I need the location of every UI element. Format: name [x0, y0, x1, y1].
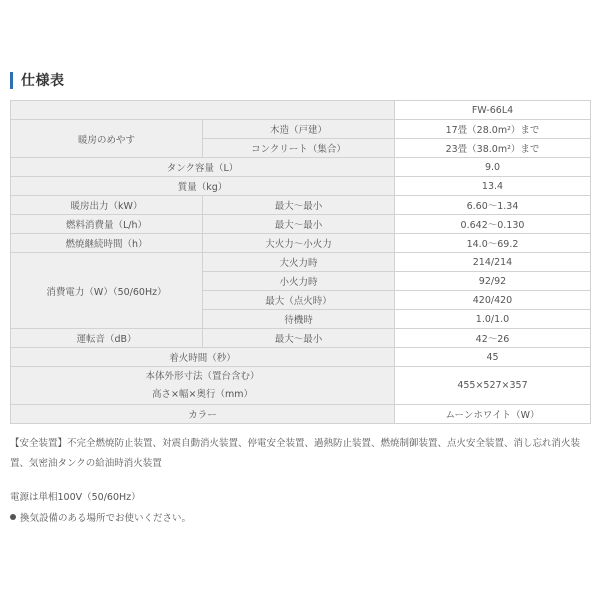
heading-accent-bar: [10, 72, 13, 89]
ignition-label: 着火時間（秒）: [11, 348, 395, 367]
table-row-fuel: [11, 215, 591, 234]
bullet-dot-icon: [10, 514, 16, 520]
power-source-note: 電源は単相100V（50/60Hz）: [10, 492, 141, 503]
power-standby-value: 1.0/1.0: [395, 310, 591, 329]
noise-label: 運転音（dB）: [11, 329, 203, 348]
page-title: 仕様表: [21, 73, 65, 89]
table-row-color: [11, 405, 591, 424]
color-value: ムーンホワイト（W）: [395, 405, 591, 424]
dimensions-label-line2: 高さ×幅×奥行（mm）: [152, 388, 253, 400]
tank-label: タンク容量（L）: [11, 158, 395, 177]
heating-output-sub: 最大〜最小: [203, 196, 395, 215]
burn-time-sub: 大火力〜小火力: [203, 234, 395, 253]
dimensions-value: 455×527×357: [395, 367, 591, 405]
ventilation-note-text: 換気設備のある場所でお使いください。: [20, 513, 192, 524]
power-low-value: 92/92: [395, 272, 591, 291]
color-label: カラー: [11, 405, 395, 424]
table-row-ignition: [11, 348, 591, 367]
model-name: FW-66L4: [395, 101, 591, 120]
burn-time-label: 燃焼継続時間（h）: [11, 234, 203, 253]
power-max-value: 420/420: [395, 291, 591, 310]
section-heading: [10, 70, 65, 90]
table-row-burn-time: [11, 234, 591, 253]
heating-output-value: 6.60〜1.34: [395, 196, 591, 215]
noise-value: 42〜26: [395, 329, 591, 348]
burn-time-value: 14.0〜69.2: [395, 234, 591, 253]
power-high-label: 大火力時: [203, 253, 395, 272]
dimensions-label: [11, 367, 395, 405]
fuel-sub: 最大〜最小: [203, 215, 395, 234]
table-row-heating-output: [11, 196, 591, 215]
table-row-dimensions: [11, 367, 591, 405]
weight-label: 質量（kg）: [11, 177, 395, 196]
notes-section: [10, 434, 594, 474]
table-row-weight: [11, 177, 591, 196]
warming-concrete-label: コンクリート（集合）: [203, 139, 395, 158]
fuel-value: 0.642〜0.130: [395, 215, 591, 234]
table-corner-cell: [11, 101, 395, 120]
ignition-value: 45: [395, 348, 591, 367]
heating-output-label: 暖房出力（kW）: [11, 196, 203, 215]
fuel-label: 燃料消費量（L/h）: [11, 215, 203, 234]
power-consumption-label: 消費電力（W）（50/60Hz）: [11, 253, 203, 329]
power-low-label: 小火力時: [203, 272, 395, 291]
table-row-power-high: [11, 253, 591, 272]
dimensions-label-line1: 本体外形寸法（置台含む）: [145, 370, 260, 382]
warming-label: 暖房のめやす: [11, 120, 203, 158]
table-row-noise: [11, 329, 591, 348]
power-max-label: 最大（点火時）: [203, 291, 395, 310]
tank-value: 9.0: [395, 158, 591, 177]
warming-wood-label: 木造（戸建）: [203, 120, 395, 139]
warming-concrete-value: 23畳（38.0m²）まで: [395, 139, 591, 158]
table-row-model: [11, 101, 591, 120]
table-row-warming-wood: [11, 120, 591, 139]
spec-table: [10, 100, 591, 424]
weight-value: 13.4: [395, 177, 591, 196]
power-standby-label: 待機時: [203, 310, 395, 329]
warming-wood-value: 17畳（28.0m²）まで: [395, 120, 591, 139]
safety-devices-note: 【安全装置】不完全燃焼防止装置、対震自動消火装置、停電安全装置、過熱防止装置、燃焼制御装置、点火安全装置、消し忘れ消火装置、気密油タンクの給油時消火装置: [10, 438, 581, 469]
ventilation-note: [10, 510, 191, 524]
noise-sub: 最大〜最小: [203, 329, 395, 348]
power-high-value: 214/214: [395, 253, 591, 272]
table-row-tank: [11, 158, 591, 177]
